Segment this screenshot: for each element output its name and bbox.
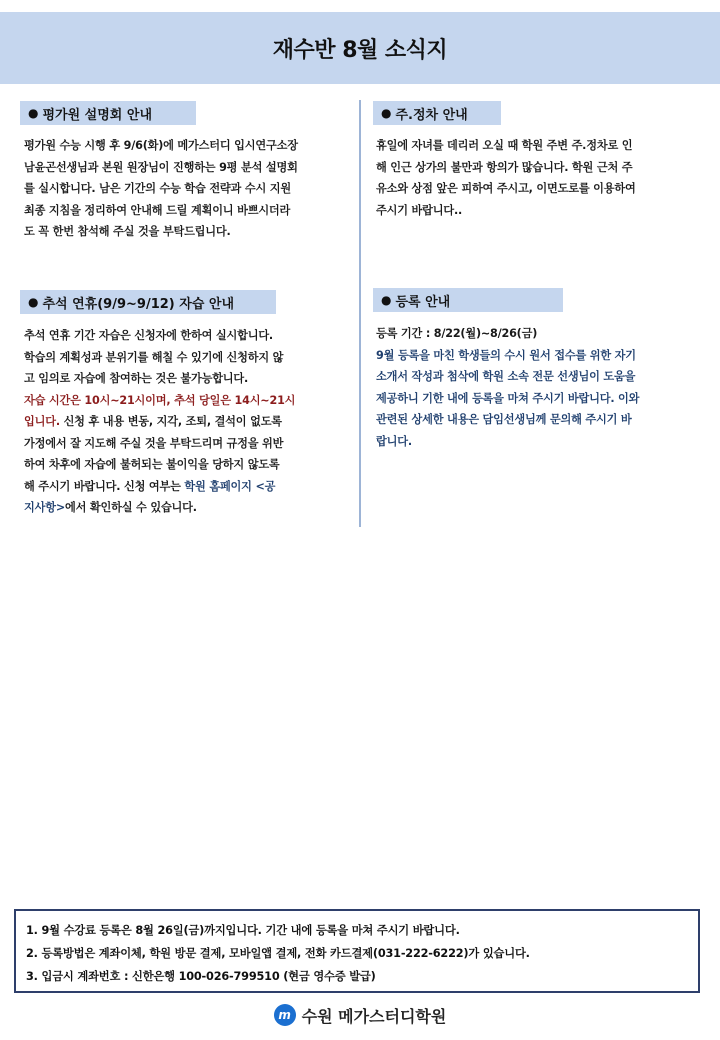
page-title: 재수반 8월 소식지 — [272, 37, 448, 63]
text-line: 도 꼭 한번 참석해 주실 것을 부탁드립니다. — [24, 225, 231, 238]
chuseok-section-title — [20, 290, 276, 314]
academy-name: 수원 메가스터디학원 — [301, 1006, 447, 1026]
text-line: 랍니다. — [376, 434, 412, 448]
registration-title-text: 등록 안내 — [395, 294, 451, 310]
bullet-icon: ● — [381, 293, 392, 307]
text-segment: 에서 확인하실 수 있습니다. — [65, 501, 197, 514]
bullet-icon: ● — [381, 106, 392, 120]
text-line: 주시기 바랍니다.. — [376, 203, 463, 217]
text-segment: 신청 후 내용 변동, 지각, 조퇴, 결석이 없도록 — [59, 415, 282, 428]
notice-line: 3. 입금시 계좌번호 : 신한은행 100-026-799510 (현금 영수증 발급) — [26, 970, 376, 983]
text-line: 관련된 상세한 내용은 담임선생님께 문의해 주시기 바 — [376, 413, 632, 426]
text-line — [24, 497, 354, 519]
header-banner — [0, 12, 720, 84]
chuseok-title-text: 추석 연휴(9/9~9/12) 자습 안내 — [42, 296, 235, 312]
text-line: 고 임의로 자습에 참여하는 것은 불가능합니다. — [24, 372, 249, 385]
text-line — [24, 411, 354, 433]
registration-body — [376, 323, 706, 452]
homepage-notice-ref: 학원 홈페이지 <공 — [184, 479, 276, 493]
payment-notice-box — [14, 909, 700, 993]
briefing-body — [24, 135, 354, 243]
briefing-title-text: 평가원 설명회 안내 — [42, 107, 153, 123]
study-hours-text-end: 입니다. — [24, 415, 60, 428]
notice-line: 1. 9월 수강료 등록은 8월 26일(금)까지입니다. 기간 내에 등록을 마쳐 주시기 바랍니다. — [26, 924, 460, 937]
parking-section-title — [373, 101, 501, 125]
megastudy-logo-icon: m — [274, 1004, 296, 1026]
text-segment: 해 주시기 바랍니다. 신청 여부는 — [24, 479, 185, 493]
footer-logo — [0, 1000, 720, 1030]
parking-body — [376, 135, 706, 221]
bullet-icon: ● — [28, 106, 39, 120]
homepage-notice-ref-end: 지사항> — [24, 501, 65, 514]
registration-section-title — [373, 288, 563, 312]
briefing-section-title — [20, 101, 196, 125]
parking-title-text: 주.정차 안내 — [395, 107, 468, 123]
bullet-icon: ● — [28, 295, 39, 309]
text-line: 를 실시합니다. 남은 기간의 수능 학습 전략과 수시 지원 — [24, 182, 291, 195]
text-line: 해 인근 상가의 불만과 항의가 많습니다. 학원 근처 주 — [376, 160, 633, 174]
text-line: 남윤곤선생님과 본원 원장님이 진행하는 9평 분석 설명회 — [24, 160, 298, 174]
text-line: 소개서 작성과 첨삭에 학원 소속 전문 선생님이 도움을 — [376, 370, 636, 383]
text-line: 9월 등록을 마친 학생들의 수시 원서 접수를 위한 자기 — [376, 348, 636, 362]
text-line — [24, 476, 354, 498]
text-line: 평가원 수능 시행 후 9/6(화)에 메가스터디 입시연구소장 — [24, 139, 298, 152]
text-line: 최종 지침을 정리하여 안내해 드릴 계획이니 바쁘시더라 — [24, 203, 291, 217]
text-line: 가정에서 잘 지도해 주실 것을 부탁드리며 규정을 위반 — [24, 436, 284, 450]
study-hours-text: 자습 시간은 10시~21시이며, 추석 당일은 14시~21시 — [24, 393, 296, 407]
text-line: 휴일에 자녀를 데리러 오실 때 학원 주변 주.정차로 인 — [376, 139, 633, 152]
text-line: 하여 차후에 자습에 불허되는 불이익을 당하지 않도록 — [24, 458, 280, 471]
column-divider — [359, 100, 361, 527]
notice-line: 2. 등록방법은 계좌이체, 학원 방문 결제, 모바일앱 결제, 전화 카드결제(031-222-6222)가 있습니다. — [26, 947, 530, 960]
text-line: 유소와 상점 앞은 피하여 주시고, 이면도로를 이용하여 — [376, 182, 636, 195]
text-line: 추석 연휴 기간 자습은 신청자에 한하여 실시합니다. — [24, 329, 273, 342]
text-line: 학습의 계획성과 분위기를 해칠 수 있기에 신청하지 않 — [24, 350, 284, 364]
registration-period: 등록 기간 : 8/22(월)~8/26(금) — [376, 327, 538, 340]
text-line: 제공하니 기한 내에 등록을 마쳐 주시기 바랍니다. 이와 — [376, 391, 640, 405]
chuseok-body — [24, 325, 354, 519]
